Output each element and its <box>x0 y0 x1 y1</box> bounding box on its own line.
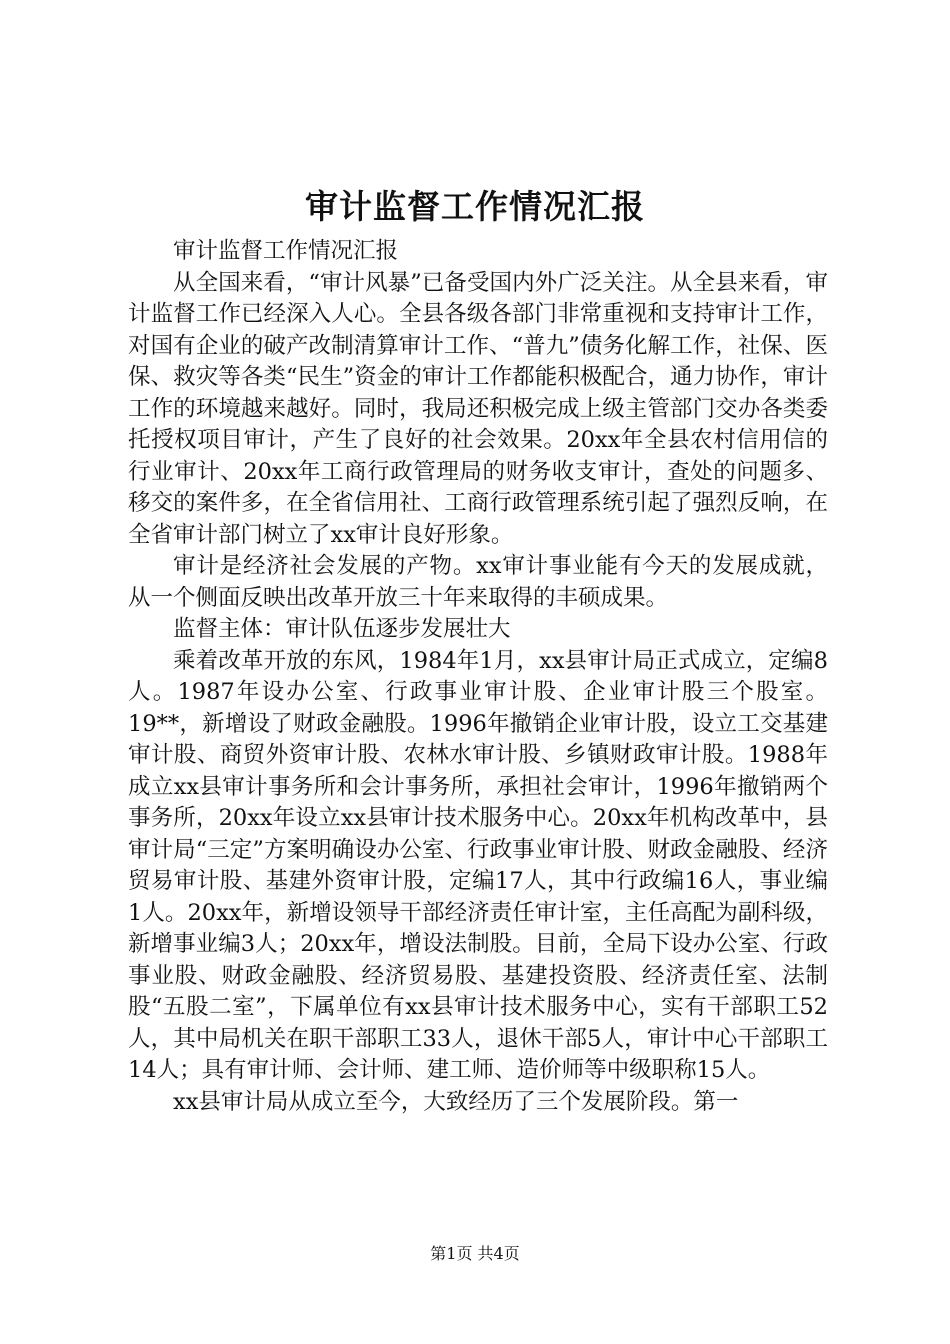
page-number: 第1页 共4页 <box>430 1244 520 1263</box>
paragraph-history: 乘着改革开放的东风，1984年1月，xx县审计局正式成立，定编8人。1987年设办公室、行政事业审计股、企业审计股三个股室。19**，新增设了财政金融股。1996年撤销企业审计股，设立工交基建审计股、商贸外资审计股、农林水审计股、乡镇财政审计股。1988年成立xx县审计事务所和会计事务所，承担社会审计，1996年撤销两个事务所，20xx年设立xx县审计技术服务中心。20xx年机构改革中，县审计局“三定”方案明确设办公室、行政事业审计股、财政金融股、经济贸易审计股、基建外资审计股，定编17人，其中行政编16人，事业编1人。20xx年，新增设领导干部经济责任审计室，主任高配为副科级，新增事业编3人；20xx年，增设法制股。目前，全局下设办公室、行政事业股、财政金融股、经济贸易股、基建投资股、经济责任室、法制股“五股二室”，下属单位有xx县审计技术服务中心，实有干部职工52人，其中局机关在职干部职工33人，退休干部5人，审计中心干部职工14人；具有审计师、会计师、建工师、造价师等中级职称15人。 <box>128 647 828 1083</box>
paragraph-stages: xx县审计局从成立至今，大致经历了三个发展阶段。第一 <box>173 1088 739 1115</box>
paragraph-subtitle: 审计监督工作情况汇报 <box>173 238 399 264</box>
paragraph-overview: 从全国来看，“审计风暴”已备受国内外广泛关注。从全县来看，审计监督工作已经深入人心。全县各级各部门非常重视和支持审计工作，对国有企业的破产改制清算审计工作、“普九”债务化解工作，社保、医保、救灾等各类“民生”资金的审计工作都能积极配合，通力协作，审计工作的环境越来越好。同时，我局还积极完成上级主管部门交办各类委托授权项目审计，产生了良好的社会效果。20xx年全县农村信用信的行业审计、20xx年工商行政管理局的财务收支审计，查处的问题多、移交的案件多，在全省信用社、工商行政管理系统引起了强烈反响，在全省审计部门树立了xx审计良好形象。 <box>128 269 828 548</box>
document-body <box>128 236 828 1118</box>
document-title: 审计监督工作情况汇报 <box>305 187 645 226</box>
paragraph-development: 审计是经济社会发展的产物。xx审计事业能有今天的发展成就，从一个侧面反映出改革开放三十年来取得的丰硕成果。 <box>128 553 828 611</box>
section-heading-supervision: 监督主体：审计队伍逐步发展壮大 <box>173 616 511 642</box>
